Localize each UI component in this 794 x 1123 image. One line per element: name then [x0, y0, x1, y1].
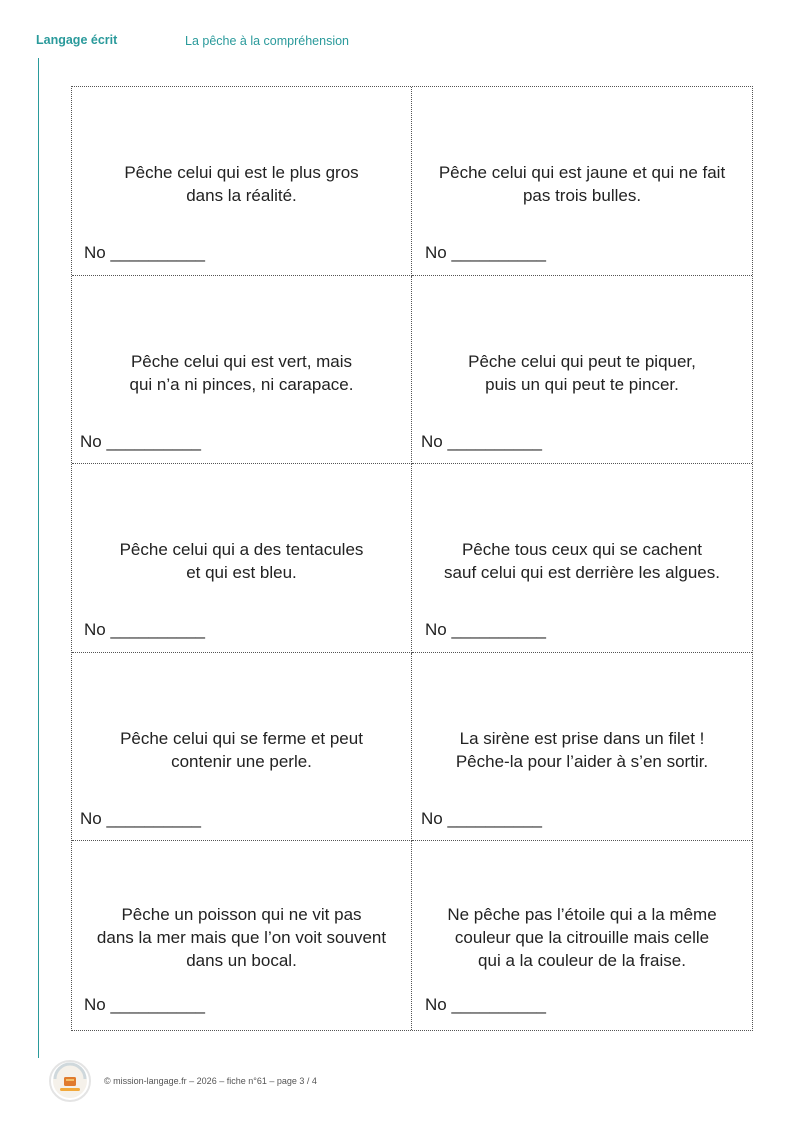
card-8: [412, 653, 752, 842]
header-title: La pêche à la compréhension: [185, 34, 350, 48]
card-9: [72, 841, 412, 1030]
card-number-label: No __________: [425, 995, 547, 1015]
footer-copyright: © mission-langage.fr – 2026 – fiche n°61 – page 3 / 4: [104, 1076, 317, 1086]
card-4: [412, 276, 752, 465]
logo-book-stripe: [66, 1079, 74, 1081]
card-number-label: No __________: [421, 431, 543, 451]
card-1: [72, 87, 412, 276]
card-number-label: No __________: [84, 995, 206, 1015]
cards-grid: [71, 86, 753, 1031]
card-text: Pêche celui qui est jaune et qui ne fait pas trois bulles.: [438, 163, 726, 205]
card-text: Pêche tous ceux qui se cachent sauf celui qui est derrière les algues.: [444, 540, 720, 583]
card-number-label: No __________: [84, 620, 206, 640]
card-3: [72, 276, 412, 465]
card-number-label: No __________: [421, 808, 543, 828]
card-text: Pêche un poisson qui ne vit pas dans la mer mais que l’on voit souvent dans un bocal.: [96, 905, 387, 971]
card-text: Ne pêche pas l’étoile qui a la même couleur que la citrouille mais celle qui a la couleur de la fraise.: [447, 905, 717, 971]
card-2: [412, 87, 752, 276]
mission-langage-logo-icon: [49, 1060, 91, 1102]
card-text: La sirène est prise dans un filet ! Pêche-la pour l’aider à s’en sortir.: [455, 728, 709, 771]
card-number-label: No __________: [425, 620, 547, 640]
card-text: Pêche celui qui peut te piquer, puis un qui peut te pincer.: [468, 351, 696, 394]
logo-book: [64, 1077, 76, 1086]
card-number-label: No __________: [425, 243, 547, 262]
logo-banner: [60, 1088, 80, 1091]
logo-graphic: [51, 1062, 89, 1100]
card-7: [72, 653, 412, 842]
card-5: [72, 464, 412, 653]
card-text: Pêche celui qui a des tentacules et qui est bleu.: [119, 540, 364, 583]
margin-rule: [38, 58, 39, 1058]
card-number-label: No __________: [84, 243, 206, 262]
card-text: Pêche celui qui est le plus gros dans la réalité.: [124, 163, 359, 205]
card-number-label: No __________: [80, 431, 202, 451]
card-text: Pêche celui qui est vert, mais qui n’a ni pinces, ni carapace.: [129, 351, 354, 394]
card-text: Pêche celui qui se ferme et peut contenir une perle.: [120, 728, 363, 771]
header-category: Langage écrit: [36, 33, 118, 47]
card-number-label: No __________: [80, 808, 202, 828]
card-6: [412, 464, 752, 653]
card-10: [412, 841, 752, 1030]
